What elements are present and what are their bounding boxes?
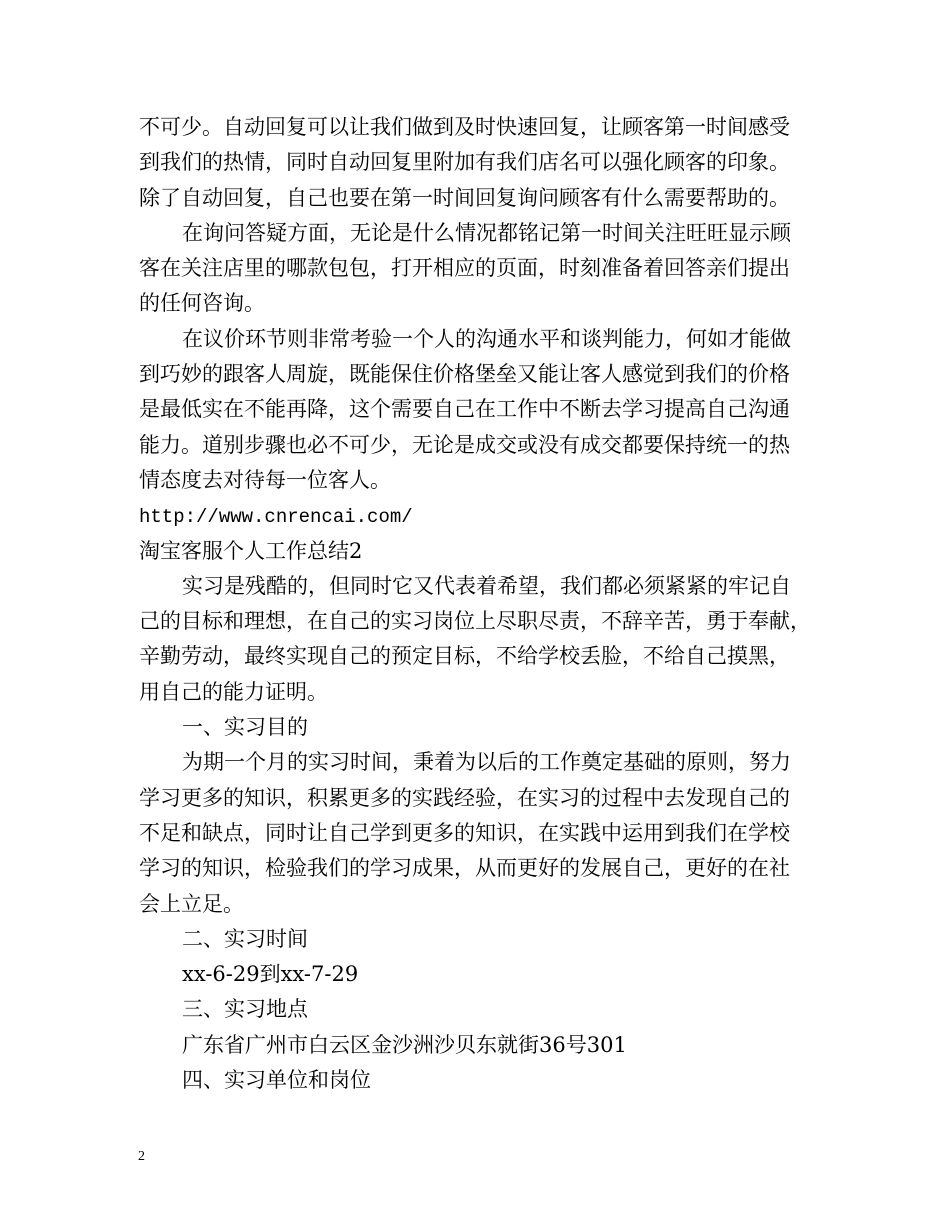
text-line: 学习更多的知识，积累更多的实践经验，在实习的过程中去发现自己的 bbox=[139, 785, 790, 810]
text-line: 在询问答疑方面，无论是什么情况都铭记第一时间关注旺旺显示顾 bbox=[182, 220, 791, 245]
text-line: 淘宝客服个人工作总结2 bbox=[139, 538, 363, 563]
document-body bbox=[139, 110, 829, 1098]
text-line: 会上立足。 bbox=[139, 891, 244, 916]
text-line: 学习的知识，检验我们的学习成果，从而更好的发展自己，更好的在社 bbox=[139, 856, 790, 881]
url-text: http://www.cnrencai.com/ bbox=[139, 506, 413, 529]
text-line: 辛勤劳动，最终实现自己的预定目标，不给学校丢脸，不给自己摸黑， bbox=[139, 644, 790, 669]
url-line bbox=[139, 498, 829, 533]
text-line: 己的目标和理想，在自己的实习岗位上尽职尽责，不辞辛苦，勇于奉献， bbox=[139, 609, 811, 634]
text-line: 三、实习地点 bbox=[182, 997, 308, 1022]
text-line: 是最低实在不能再降，这个需要自己在工作中不断去学习提高自己沟通 bbox=[139, 397, 790, 422]
text-line: 一、实习目的 bbox=[182, 715, 308, 740]
text-line: 情态度去对待每一位客人。 bbox=[139, 467, 391, 492]
text-line: 为期一个月的实习时间，秉着为以后的工作奠定基础的原则，努力 bbox=[182, 750, 791, 775]
text-line: 四、实习单位和岗位 bbox=[182, 1068, 371, 1093]
text-line: 广东省广州市白云区金沙洲沙贝东就街36号301 bbox=[182, 1032, 627, 1057]
text-line: 除了自动回复，自己也要在第一时间回复询问顾客有什么需要帮助的。 bbox=[139, 185, 790, 210]
text-line: 到我们的热情，同时自动回复里附加有我们店名可以强化顾客的印象。 bbox=[139, 150, 790, 175]
text-line: xx-6-29到xx-7-29 bbox=[182, 962, 359, 987]
text-line: 的任何咨询。 bbox=[139, 291, 265, 316]
page-number: 2 bbox=[138, 1149, 145, 1164]
text-line: 用自己的能力证明。 bbox=[139, 679, 328, 704]
text-line: 不足和缺点，同时让自己学到更多的知识，在实践中运用到我们在学校 bbox=[139, 820, 790, 845]
text-line: 在议价环节则非常考验一个人的沟通水平和谈判能力，何如才能做 bbox=[182, 326, 791, 351]
text-line: 到巧妙的跟客人周旋，既能保住价格堡垒又能让客人感觉到我们的价格 bbox=[139, 362, 790, 387]
text-line: 二、实习时间 bbox=[182, 926, 308, 951]
text-line: 实习是残酷的，但同时它又代表着希望，我们都必须紧紧的牢记自 bbox=[182, 573, 791, 598]
text-line: 不可少。自动回复可以让我们做到及时快速回复，让顾客第一时间感受 bbox=[139, 115, 790, 139]
text-line: 客在关注店里的哪款包包，打开相应的页面，时刻准备着回答亲们提出 bbox=[139, 256, 790, 281]
text-line: 能力。道别步骤也必不可少，无论是成交或没有成交都要保持统一的热 bbox=[139, 432, 790, 457]
